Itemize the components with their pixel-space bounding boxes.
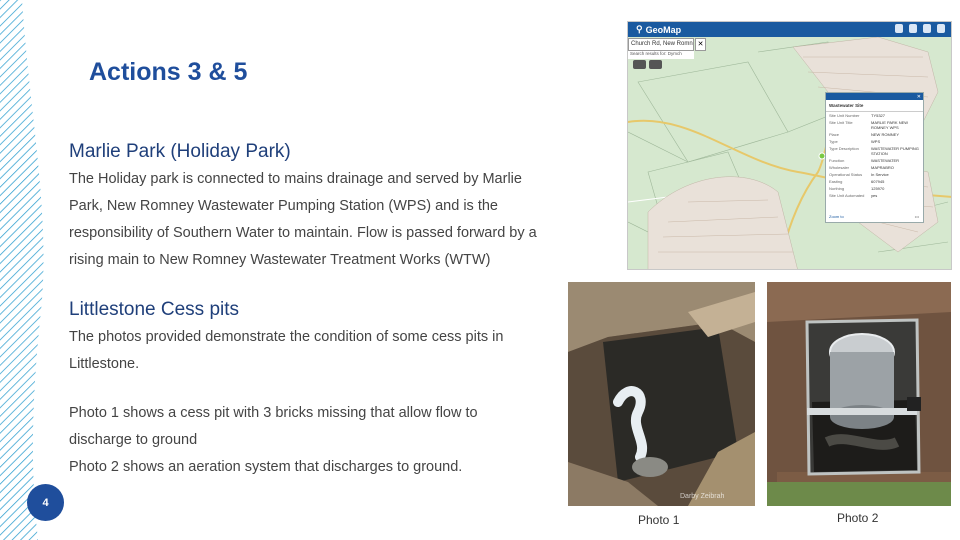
photo-2-caption: Photo 2: [837, 511, 879, 525]
attribute-key: Place: [829, 132, 840, 137]
check-icon[interactable]: [649, 60, 662, 69]
decorative-stripes: [0, 0, 60, 540]
slide-body: [69, 138, 539, 481]
attribute-value: WASTEWATER PUMPING STATION: [871, 146, 919, 156]
section-paragraph: Photo 1 shows a cess pit with 3 bricks missing that allow flow to discharge to ground: [69, 405, 478, 448]
section-heading-marlie-park: Marlie Park (Holiday Park): [69, 141, 291, 162]
section-paragraph: The Holiday park is connected to mains drainage and served by Marlie Park, New Romney Wastewater Pumping Station (WPS) and is the responsibility of Southern Water to maintain. Flow is passed forward by a rising main to New Romney Wastewater Treatment Works (WTW): [69, 171, 537, 268]
photo-2-image: [767, 282, 951, 506]
photo-1-caption: Photo 1: [638, 513, 680, 527]
popup-attribute-row: [826, 178, 923, 185]
popup-attribute-row: [826, 157, 923, 164]
attribute-key: Function: [829, 158, 845, 163]
close-icon[interactable]: ✕: [916, 93, 921, 100]
geomap-app-title: GeoMap: [645, 24, 682, 35]
map-toolbar: [895, 24, 945, 33]
attribute-value: yes: [871, 193, 878, 198]
search-suggestion[interactable]: Search results for: Dymch: [628, 51, 694, 59]
attribute-value: NEW ROMNEY: [871, 132, 899, 137]
tools-icon[interactable]: [909, 24, 917, 33]
attribute-key: Site Unit Number: [829, 113, 860, 118]
popup-attribute-row: [826, 131, 923, 138]
clear-search-icon[interactable]: ✕: [695, 38, 706, 51]
popup-header: [826, 93, 923, 100]
attribute-key: Type: [829, 139, 838, 144]
print-icon[interactable]: [923, 24, 931, 33]
slide-title: Actions 3 & 5: [89, 58, 248, 86]
popup-attribute-row: [826, 112, 923, 119]
section-heading-littlestone: Littlestone Cess pits: [69, 299, 240, 320]
attribute-key: Type Description: [829, 146, 859, 151]
geomap-screenshot: [627, 21, 952, 270]
popup-attribute-list: [826, 112, 923, 199]
attribute-key: Easting: [829, 179, 843, 184]
attribute-key: Wholesaler: [829, 165, 850, 170]
menu-icon[interactable]: [937, 24, 945, 33]
map-search-input[interactable]: Church Rd, New Romn: [628, 38, 694, 51]
popup-attribute-row: [826, 185, 923, 192]
geomap-header: [628, 22, 951, 37]
email-icon[interactable]: [633, 60, 646, 69]
popup-attribute-row: [826, 171, 923, 178]
popup-attribute-row: [826, 119, 923, 131]
attribute-value: In Service: [871, 172, 889, 177]
photo-watermark: Darby Zeibrah: [680, 493, 725, 500]
attribute-key: Northing: [829, 186, 845, 191]
attribute-value: WPS: [871, 139, 881, 144]
map-pin-icon: ⚲: [636, 24, 643, 34]
attribute-value: WASTEWATER: [871, 158, 900, 163]
site-info-popup: [825, 92, 924, 223]
attribute-value: TY5327: [871, 113, 886, 118]
attribute-value: 607945: [871, 179, 885, 184]
section-paragraph: The photos provided demonstrate the condition of some cess pits in Littlestone.: [69, 329, 504, 372]
page-number-badge: 4: [27, 484, 64, 521]
map-mode-buttons: [633, 60, 662, 69]
attribute-key: Site Unit Title: [829, 120, 853, 125]
photo-1-image: [568, 282, 755, 506]
popup-attribute-row: [826, 192, 923, 199]
attribute-value: MAPRABRO: [871, 165, 894, 170]
photo-1-cess-pit: [568, 282, 755, 506]
attribute-value: 125970: [871, 186, 885, 191]
layers-icon[interactable]: [895, 24, 903, 33]
more-options-icon[interactable]: •••: [914, 214, 919, 219]
popup-attribute-row: [826, 138, 923, 145]
section-paragraph: Photo 2 shows an aeration system that discharges to ground.: [69, 459, 463, 475]
popup-attribute-row: [826, 164, 923, 171]
attribute-value: MARLIE PARK NEW ROMNEY WPS: [871, 120, 909, 130]
photo-2-aeration-system: [767, 282, 951, 506]
attribute-key: Site Unit Automated: [829, 193, 865, 198]
zoom-to-link[interactable]: Zoom to: [829, 214, 844, 219]
popup-title: Wastewater Site: [826, 100, 923, 112]
attribute-key: Operational Status: [829, 172, 863, 177]
popup-attribute-row: [826, 145, 923, 157]
